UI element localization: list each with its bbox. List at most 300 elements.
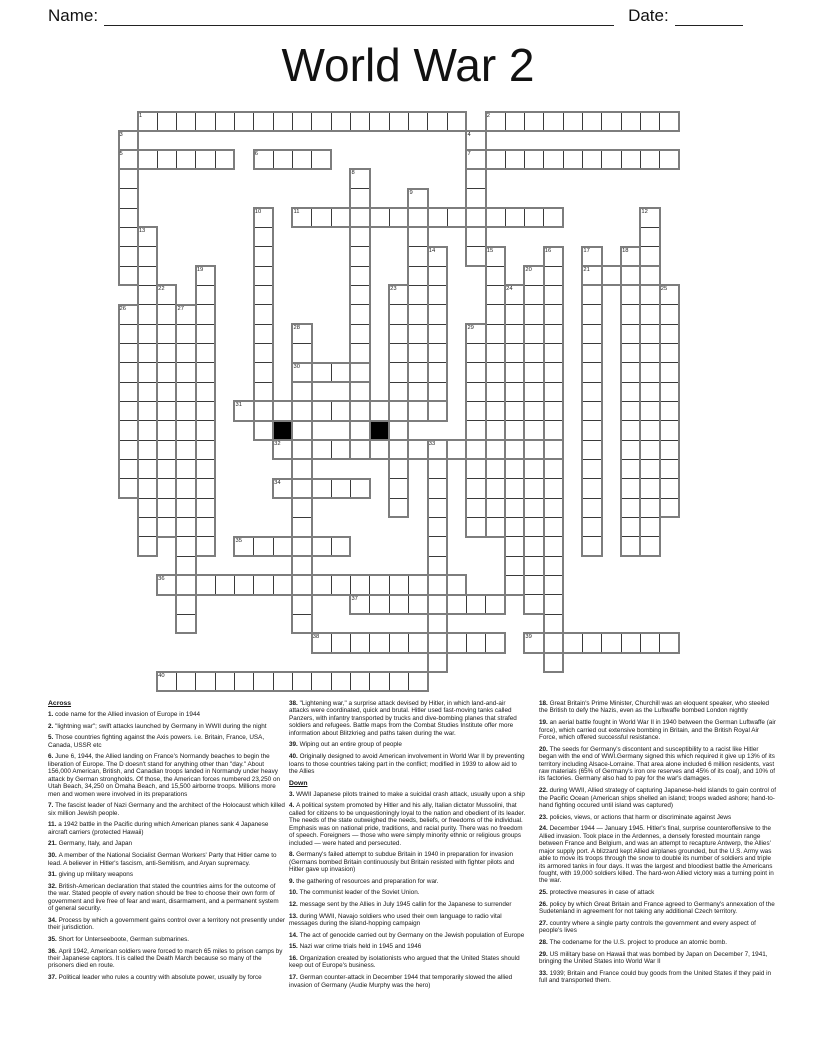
- grid-cell[interactable]: [292, 440, 312, 460]
- grid-cell[interactable]: [292, 478, 312, 498]
- grid-cell[interactable]: [389, 478, 409, 498]
- grid-cell[interactable]: [137, 440, 157, 460]
- grid-cell[interactable]: [466, 246, 486, 266]
- grid-cell[interactable]: [621, 478, 641, 498]
- grid-cell[interactable]: [524, 536, 544, 556]
- grid-cell[interactable]: [253, 343, 273, 363]
- grid-cell[interactable]: [195, 440, 215, 460]
- grid-cell[interactable]: [466, 343, 486, 363]
- grid-cell[interactable]: [621, 324, 641, 344]
- grid-cell[interactable]: [195, 111, 215, 131]
- grid-cell[interactable]: [157, 420, 177, 440]
- grid-cell[interactable]: [234, 111, 254, 131]
- grid-cell[interactable]: [176, 111, 196, 131]
- grid-cell[interactable]: [157, 478, 177, 498]
- grid-cell[interactable]: [427, 575, 447, 595]
- grid-cell[interactable]: [640, 285, 660, 305]
- grid-cell[interactable]: [427, 208, 447, 228]
- grid-cell[interactable]: [505, 285, 525, 305]
- grid-cell[interactable]: [408, 382, 428, 402]
- grid-cell[interactable]: [466, 517, 486, 537]
- grid-cell[interactable]: [408, 362, 428, 382]
- grid-cell[interactable]: [640, 111, 660, 131]
- grid-cell[interactable]: [350, 401, 370, 421]
- grid-cell[interactable]: [389, 420, 409, 440]
- grid-cell[interactable]: [659, 150, 679, 170]
- grid-cell[interactable]: [253, 672, 273, 692]
- grid-cell[interactable]: [253, 324, 273, 344]
- grid-cell[interactable]: [311, 362, 331, 382]
- grid-cell[interactable]: [543, 459, 563, 479]
- grid-cell[interactable]: [543, 111, 563, 131]
- grid-cell[interactable]: [621, 343, 641, 363]
- grid-cell[interactable]: [195, 575, 215, 595]
- grid-cell[interactable]: [524, 594, 544, 614]
- grid-cell[interactable]: [659, 285, 679, 305]
- grid-cell[interactable]: [447, 594, 467, 614]
- grid-cell[interactable]: [176, 324, 196, 344]
- grid-cell[interactable]: [640, 633, 660, 653]
- grid-cell[interactable]: [176, 672, 196, 692]
- grid-cell[interactable]: [543, 343, 563, 363]
- grid-cell[interactable]: [350, 208, 370, 228]
- grid-cell[interactable]: [427, 382, 447, 402]
- grid-cell[interactable]: [659, 382, 679, 402]
- grid-cell[interactable]: [350, 111, 370, 131]
- grid-cell[interactable]: [118, 324, 138, 344]
- grid-cell[interactable]: [621, 420, 641, 440]
- grid-cell[interactable]: [524, 111, 544, 131]
- grid-cell[interactable]: [640, 382, 660, 402]
- grid-cell[interactable]: [659, 459, 679, 479]
- grid-cell[interactable]: [195, 536, 215, 556]
- grid-cell[interactable]: [408, 227, 428, 247]
- grid-cell[interactable]: [137, 498, 157, 518]
- grid-cell[interactable]: [505, 304, 525, 324]
- grid-cell[interactable]: [447, 575, 467, 595]
- grid-cell[interactable]: [331, 362, 351, 382]
- grid-cell[interactable]: [137, 111, 157, 131]
- grid-cell[interactable]: [389, 498, 409, 518]
- grid-cell[interactable]: [311, 208, 331, 228]
- grid-cell[interactable]: [659, 401, 679, 421]
- grid-cell[interactable]: [389, 440, 409, 460]
- grid-cell[interactable]: [427, 362, 447, 382]
- grid-cell[interactable]: [505, 536, 525, 556]
- grid-cell[interactable]: [195, 150, 215, 170]
- grid-cell[interactable]: [118, 150, 138, 170]
- grid-cell[interactable]: [118, 478, 138, 498]
- grid-cell[interactable]: [331, 536, 351, 556]
- grid-cell[interactable]: [389, 343, 409, 363]
- grid-cell[interactable]: [524, 575, 544, 595]
- grid-cell[interactable]: [466, 169, 486, 189]
- grid-cell[interactable]: [466, 324, 486, 344]
- grid-cell[interactable]: [621, 498, 641, 518]
- grid-cell[interactable]: [543, 420, 563, 440]
- grid-cell[interactable]: [621, 285, 641, 305]
- grid-cell[interactable]: [447, 111, 467, 131]
- grid-cell[interactable]: [582, 478, 602, 498]
- grid-cell[interactable]: [118, 227, 138, 247]
- grid-cell[interactable]: [427, 285, 447, 305]
- grid-cell[interactable]: [563, 150, 583, 170]
- grid-cell[interactable]: [582, 459, 602, 479]
- grid-cell[interactable]: [195, 517, 215, 537]
- grid-cell[interactable]: [176, 440, 196, 460]
- grid-cell[interactable]: [331, 401, 351, 421]
- grid-cell[interactable]: [640, 362, 660, 382]
- grid-cell[interactable]: [311, 150, 331, 170]
- grid-cell[interactable]: [176, 614, 196, 634]
- grid-cell[interactable]: [582, 304, 602, 324]
- grid-cell[interactable]: [292, 208, 312, 228]
- grid-cell[interactable]: [118, 382, 138, 402]
- grid-cell[interactable]: [176, 478, 196, 498]
- grid-cell[interactable]: [157, 324, 177, 344]
- grid-cell[interactable]: [118, 169, 138, 189]
- grid-cell[interactable]: [331, 111, 351, 131]
- grid-cell[interactable]: [408, 188, 428, 208]
- grid-cell[interactable]: [524, 304, 544, 324]
- grid-cell[interactable]: [427, 401, 447, 421]
- grid-cell[interactable]: [659, 420, 679, 440]
- grid-cell[interactable]: [543, 208, 563, 228]
- grid-cell[interactable]: [640, 459, 660, 479]
- grid-cell[interactable]: [582, 401, 602, 421]
- grid-cell[interactable]: [466, 401, 486, 421]
- grid-cell[interactable]: [640, 227, 660, 247]
- grid-cell[interactable]: [543, 594, 563, 614]
- grid-cell[interactable]: [485, 382, 505, 402]
- grid-cell[interactable]: [563, 633, 583, 653]
- grid-cell[interactable]: [485, 459, 505, 479]
- grid-cell[interactable]: [582, 517, 602, 537]
- grid-cell[interactable]: [485, 440, 505, 460]
- grid-cell[interactable]: [543, 556, 563, 576]
- grid-cell[interactable]: [582, 498, 602, 518]
- grid-cell[interactable]: [253, 382, 273, 402]
- grid-cell[interactable]: [311, 478, 331, 498]
- grid-cell[interactable]: [253, 150, 273, 170]
- grid-cell[interactable]: [157, 304, 177, 324]
- grid-cell[interactable]: [505, 401, 525, 421]
- grid-cell[interactable]: [273, 150, 293, 170]
- grid-cell[interactable]: [543, 324, 563, 344]
- grid-cell[interactable]: [369, 575, 389, 595]
- grid-cell[interactable]: [505, 343, 525, 363]
- grid-cell[interactable]: [427, 498, 447, 518]
- grid-cell[interactable]: [543, 614, 563, 634]
- grid-cell[interactable]: [311, 575, 331, 595]
- grid-cell[interactable]: [273, 401, 293, 421]
- grid-cell[interactable]: [659, 440, 679, 460]
- grid-cell[interactable]: [389, 594, 409, 614]
- grid-cell[interactable]: [408, 575, 428, 595]
- grid-cell[interactable]: [427, 459, 447, 479]
- grid-cell[interactable]: [582, 324, 602, 344]
- grid-cell[interactable]: [659, 498, 679, 518]
- grid-cell[interactable]: [640, 150, 660, 170]
- grid-cell[interactable]: [505, 382, 525, 402]
- grid-cell[interactable]: [427, 594, 447, 614]
- grid-cell[interactable]: [389, 382, 409, 402]
- grid-cell[interactable]: [601, 150, 621, 170]
- grid-cell[interactable]: [543, 246, 563, 266]
- grid-cell[interactable]: [137, 285, 157, 305]
- grid-cell[interactable]: [157, 575, 177, 595]
- grid-cell[interactable]: [582, 285, 602, 305]
- grid-cell[interactable]: [408, 343, 428, 363]
- grid-cell[interactable]: [485, 246, 505, 266]
- grid-cell[interactable]: [350, 672, 370, 692]
- grid-cell[interactable]: [466, 459, 486, 479]
- grid-cell[interactable]: [350, 324, 370, 344]
- grid-cell[interactable]: [273, 478, 293, 498]
- grid-cell[interactable]: [659, 478, 679, 498]
- grid-cell[interactable]: [331, 208, 351, 228]
- grid-cell[interactable]: [524, 343, 544, 363]
- grid-cell[interactable]: [137, 459, 157, 479]
- grid-cell[interactable]: [253, 536, 273, 556]
- grid-cell[interactable]: [157, 440, 177, 460]
- grid-cell[interactable]: [505, 440, 525, 460]
- grid-cell[interactable]: [118, 130, 138, 150]
- grid-cell[interactable]: [292, 382, 312, 402]
- grid-cell[interactable]: [195, 266, 215, 286]
- grid-cell[interactable]: [485, 208, 505, 228]
- grid-cell[interactable]: [389, 324, 409, 344]
- grid-cell[interactable]: [408, 401, 428, 421]
- grid-cell[interactable]: [524, 633, 544, 653]
- grid-cell[interactable]: [273, 440, 293, 460]
- grid-cell[interactable]: [176, 382, 196, 402]
- grid-cell[interactable]: [195, 459, 215, 479]
- grid-cell[interactable]: [408, 324, 428, 344]
- grid-cell[interactable]: [621, 304, 641, 324]
- grid-cell[interactable]: [621, 150, 641, 170]
- grid-cell[interactable]: [524, 266, 544, 286]
- grid-cell[interactable]: [137, 266, 157, 286]
- grid-cell[interactable]: [466, 130, 486, 150]
- grid-cell[interactable]: [331, 478, 351, 498]
- grid-cell[interactable]: [350, 304, 370, 324]
- grid-cell[interactable]: [640, 208, 660, 228]
- grid-cell[interactable]: [485, 111, 505, 131]
- grid-cell[interactable]: [157, 459, 177, 479]
- grid-cell[interactable]: [137, 478, 157, 498]
- grid-cell[interactable]: [118, 246, 138, 266]
- grid-cell[interactable]: [582, 420, 602, 440]
- grid-cell[interactable]: [292, 517, 312, 537]
- grid-cell[interactable]: [408, 246, 428, 266]
- grid-cell[interactable]: [621, 517, 641, 537]
- grid-cell[interactable]: [582, 150, 602, 170]
- grid-cell[interactable]: [427, 266, 447, 286]
- grid-cell[interactable]: [350, 633, 370, 653]
- grid-cell[interactable]: [621, 633, 641, 653]
- grid-cell[interactable]: [582, 362, 602, 382]
- grid-cell[interactable]: [543, 633, 563, 653]
- grid-cell[interactable]: [273, 111, 293, 131]
- grid-cell[interactable]: [389, 459, 409, 479]
- grid-cell[interactable]: [369, 672, 389, 692]
- grid-cell[interactable]: [505, 324, 525, 344]
- grid-cell[interactable]: [427, 517, 447, 537]
- grid-cell[interactable]: [369, 594, 389, 614]
- grid-cell[interactable]: [331, 440, 351, 460]
- grid-cell[interactable]: [292, 575, 312, 595]
- grid-cell[interactable]: [234, 575, 254, 595]
- grid-cell[interactable]: [466, 440, 486, 460]
- grid-cell[interactable]: [543, 266, 563, 286]
- grid-cell[interactable]: [466, 633, 486, 653]
- grid-cell[interactable]: [543, 498, 563, 518]
- grid-cell[interactable]: [485, 324, 505, 344]
- grid-cell[interactable]: [389, 304, 409, 324]
- grid-cell[interactable]: [408, 208, 428, 228]
- grid-cell[interactable]: [466, 594, 486, 614]
- grid-cell[interactable]: [621, 401, 641, 421]
- grid-cell[interactable]: [195, 324, 215, 344]
- grid-cell[interactable]: [369, 111, 389, 131]
- grid-cell[interactable]: [350, 382, 370, 402]
- grid-cell[interactable]: [292, 324, 312, 344]
- grid-cell[interactable]: [253, 401, 273, 421]
- grid-cell[interactable]: [157, 672, 177, 692]
- grid-cell[interactable]: [118, 420, 138, 440]
- grid-cell[interactable]: [640, 498, 660, 518]
- grid-cell[interactable]: [292, 401, 312, 421]
- grid-cell[interactable]: [195, 382, 215, 402]
- grid-cell[interactable]: [253, 304, 273, 324]
- grid-cell[interactable]: [157, 517, 177, 537]
- grid-cell[interactable]: [427, 440, 447, 460]
- grid-cell[interactable]: [640, 246, 660, 266]
- grid-cell[interactable]: [466, 362, 486, 382]
- grid-cell[interactable]: [640, 440, 660, 460]
- grid-cell[interactable]: [157, 362, 177, 382]
- grid-cell[interactable]: [582, 633, 602, 653]
- grid-cell[interactable]: [543, 575, 563, 595]
- grid-cell[interactable]: [408, 440, 428, 460]
- grid-cell[interactable]: [505, 208, 525, 228]
- grid-cell[interactable]: [505, 362, 525, 382]
- grid-cell[interactable]: [524, 324, 544, 344]
- grid-cell[interactable]: [369, 208, 389, 228]
- grid-cell[interactable]: [621, 362, 641, 382]
- grid-cell[interactable]: [195, 498, 215, 518]
- grid-cell[interactable]: [137, 420, 157, 440]
- grid-cell[interactable]: [292, 672, 312, 692]
- grid-cell[interactable]: [659, 343, 679, 363]
- grid-cell[interactable]: [659, 304, 679, 324]
- grid-cell[interactable]: [350, 440, 370, 460]
- grid-cell[interactable]: [311, 633, 331, 653]
- grid-cell[interactable]: [311, 672, 331, 692]
- grid-cell[interactable]: [195, 343, 215, 363]
- grid-cell[interactable]: [389, 575, 409, 595]
- grid-cell[interactable]: [389, 285, 409, 305]
- grid-cell[interactable]: [524, 459, 544, 479]
- grid-cell[interactable]: [427, 652, 447, 672]
- grid-cell[interactable]: [485, 266, 505, 286]
- grid-cell[interactable]: [331, 633, 351, 653]
- grid-cell[interactable]: [640, 536, 660, 556]
- grid-cell[interactable]: [659, 111, 679, 131]
- grid-cell[interactable]: [640, 324, 660, 344]
- grid-cell[interactable]: [292, 594, 312, 614]
- grid-cell[interactable]: [157, 285, 177, 305]
- grid-cell[interactable]: [137, 324, 157, 344]
- grid-cell[interactable]: [137, 227, 157, 247]
- grid-cell[interactable]: [427, 324, 447, 344]
- grid-cell[interactable]: [582, 536, 602, 556]
- grid-cell[interactable]: [447, 440, 467, 460]
- grid-cell[interactable]: [118, 362, 138, 382]
- grid-cell[interactable]: [543, 382, 563, 402]
- grid-cell[interactable]: [466, 188, 486, 208]
- grid-cell[interactable]: [505, 556, 525, 576]
- grid-cell[interactable]: [640, 478, 660, 498]
- grid-cell[interactable]: [543, 401, 563, 421]
- grid-cell[interactable]: [176, 420, 196, 440]
- grid-cell[interactable]: [427, 614, 447, 634]
- grid-cell[interactable]: [389, 633, 409, 653]
- grid-cell[interactable]: [389, 401, 409, 421]
- grid-cell[interactable]: [543, 652, 563, 672]
- grid-cell[interactable]: [466, 420, 486, 440]
- grid-cell[interactable]: [253, 362, 273, 382]
- grid-cell[interactable]: [195, 672, 215, 692]
- grid-cell[interactable]: [408, 633, 428, 653]
- grid-cell[interactable]: [331, 672, 351, 692]
- grid-cell[interactable]: [137, 536, 157, 556]
- grid-cell[interactable]: [292, 498, 312, 518]
- grid-cell[interactable]: [118, 266, 138, 286]
- grid-cell[interactable]: [273, 536, 293, 556]
- grid-cell[interactable]: [621, 111, 641, 131]
- grid-cell[interactable]: [195, 362, 215, 382]
- grid-cell[interactable]: [253, 266, 273, 286]
- grid-cell[interactable]: [253, 227, 273, 247]
- grid-cell[interactable]: [524, 150, 544, 170]
- grid-cell[interactable]: [466, 382, 486, 402]
- grid-cell[interactable]: [505, 478, 525, 498]
- grid-cell[interactable]: [640, 517, 660, 537]
- grid-cell[interactable]: [253, 420, 273, 440]
- grid-cell[interactable]: [350, 227, 370, 247]
- grid-cell[interactable]: [485, 478, 505, 498]
- grid-cell[interactable]: [563, 111, 583, 131]
- grid-cell[interactable]: [524, 556, 544, 576]
- grid-cell[interactable]: [466, 150, 486, 170]
- grid-cell[interactable]: [447, 633, 467, 653]
- grid-cell[interactable]: [253, 111, 273, 131]
- grid-cell[interactable]: [621, 246, 641, 266]
- grid-cell[interactable]: [524, 517, 544, 537]
- grid-cell[interactable]: [389, 362, 409, 382]
- grid-cell[interactable]: [524, 440, 544, 460]
- grid-cell[interactable]: [176, 150, 196, 170]
- grid-cell[interactable]: [427, 111, 447, 131]
- grid-cell[interactable]: [350, 266, 370, 286]
- grid-cell[interactable]: [137, 362, 157, 382]
- grid-cell[interactable]: [582, 343, 602, 363]
- grid-cell[interactable]: [505, 420, 525, 440]
- grid-cell[interactable]: [176, 498, 196, 518]
- grid-cell[interactable]: [137, 382, 157, 402]
